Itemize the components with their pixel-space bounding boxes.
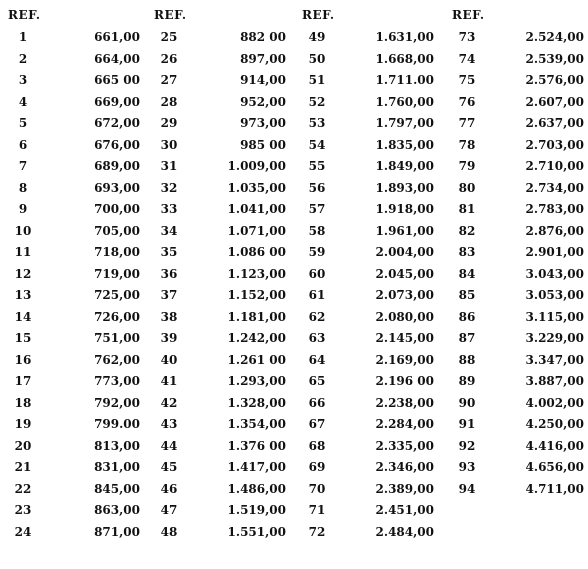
ref-number: 1 xyxy=(18,30,28,44)
ref-number: 29 xyxy=(160,116,178,130)
price-value: 669,00 xyxy=(94,94,140,109)
ref-number: 88 xyxy=(458,352,476,367)
price-value: 726,00 xyxy=(94,309,140,324)
ref-number: 56 xyxy=(308,180,326,195)
price-value: 1.376 00 xyxy=(227,438,286,453)
price-value: 3.053,00 xyxy=(525,288,584,302)
price-value: 689,00 xyxy=(94,159,140,173)
price-value: 1.486,00 xyxy=(227,481,286,496)
ref-number: 35 xyxy=(160,245,178,259)
ref-number: 50 xyxy=(308,51,326,66)
price-value: 3.229,00 xyxy=(525,331,584,345)
ref-number: 79 xyxy=(458,159,476,173)
ref-number: 62 xyxy=(308,309,326,324)
price-value: 1.242,00 xyxy=(227,331,286,345)
price-value: 2.284,00 xyxy=(375,417,434,431)
price-value: 1.797,00 xyxy=(375,116,434,130)
ref-number: 13 xyxy=(14,288,32,302)
price-value: 792,00 xyxy=(94,395,140,410)
price-value: 4.656,00 xyxy=(525,460,584,474)
ref-number: 94 xyxy=(458,481,476,496)
ref-number: 47 xyxy=(160,503,178,517)
price-value: 1.918,00 xyxy=(375,202,434,216)
price-value: 1.668,00 xyxy=(375,51,434,66)
ref-number: 73 xyxy=(458,30,476,44)
price-value: 1.849,00 xyxy=(375,159,434,173)
price-value: 1.293,00 xyxy=(227,374,286,388)
ref-number: 77 xyxy=(458,116,476,130)
ref-number: 72 xyxy=(308,524,326,539)
ref-number: 12 xyxy=(14,266,32,281)
ref-number: 17 xyxy=(14,374,32,388)
ref-number: 7 xyxy=(18,159,28,173)
ref-number: 59 xyxy=(308,245,326,259)
ref-number: 66 xyxy=(308,395,326,410)
price-value: 1.961,00 xyxy=(375,223,434,238)
ref-number: 39 xyxy=(160,331,178,345)
ref-number: 91 xyxy=(458,417,476,431)
price-value: 2.703,00 xyxy=(525,137,584,152)
ref-number: 45 xyxy=(160,460,178,474)
ref-number: 2 xyxy=(18,51,28,66)
ref-number: 18 xyxy=(14,395,32,410)
price-value: 1.261 00 xyxy=(227,352,286,367)
ref-number: 41 xyxy=(160,374,178,388)
price-value: 2.073,00 xyxy=(375,288,434,302)
ref-number: 43 xyxy=(160,417,178,431)
price-value: 1.123,00 xyxy=(227,266,286,281)
ref-number: 92 xyxy=(458,438,476,453)
ref-number: 4 xyxy=(18,94,28,109)
ref-number: 37 xyxy=(160,288,178,302)
price-value: 1.071,00 xyxy=(227,223,286,238)
ref-number: 90 xyxy=(458,395,476,410)
price-value: 3.043,00 xyxy=(525,266,584,281)
ref-number: 83 xyxy=(458,245,476,259)
price-value: 3.887,00 xyxy=(525,374,584,388)
ref-number: 80 xyxy=(458,180,476,195)
ref-number: 81 xyxy=(458,202,476,216)
price-value: 1.835,00 xyxy=(375,137,434,152)
price-value: 672,00 xyxy=(94,116,140,130)
price-value: 719,00 xyxy=(94,266,140,281)
price-value: 985 00 xyxy=(240,137,286,152)
ref-number: 74 xyxy=(458,51,476,66)
price-value: 676,00 xyxy=(94,137,140,152)
column-header-ref: REF. xyxy=(452,8,485,22)
price-value: 2.783,00 xyxy=(525,202,584,216)
ref-number: 10 xyxy=(14,223,32,238)
ref-number: 26 xyxy=(160,51,178,66)
ref-number: 78 xyxy=(458,137,476,152)
ref-number: 69 xyxy=(308,460,326,474)
price-value: 773,00 xyxy=(94,374,140,388)
price-value: 4.002,00 xyxy=(525,395,584,410)
ref-number: 5 xyxy=(18,116,28,130)
price-value: 1.760,00 xyxy=(375,94,434,109)
column-header-ref: REF. xyxy=(302,8,335,22)
price-value: 2.524,00 xyxy=(525,30,584,44)
price-value: 2.607,00 xyxy=(525,94,584,109)
ref-number: 30 xyxy=(160,137,178,152)
ref-number: 64 xyxy=(308,352,326,367)
ref-number: 14 xyxy=(14,309,32,324)
ref-number: 8 xyxy=(18,180,28,195)
ref-number: 20 xyxy=(14,438,32,453)
ref-number: 9 xyxy=(18,202,28,216)
price-value: 664,00 xyxy=(94,51,140,66)
price-value: 813,00 xyxy=(94,438,140,453)
price-value: 3.115,00 xyxy=(525,309,584,324)
price-value: 1.181,00 xyxy=(227,309,286,324)
ref-number: 65 xyxy=(308,374,326,388)
ref-number: 58 xyxy=(308,223,326,238)
ref-number: 57 xyxy=(308,202,326,216)
column-header-ref: REF. xyxy=(8,8,41,22)
price-value: 705,00 xyxy=(94,223,140,238)
price-value: 2.169,00 xyxy=(375,352,434,367)
ref-number: 11 xyxy=(14,245,32,259)
ref-number: 28 xyxy=(160,94,178,109)
ref-number: 87 xyxy=(458,331,476,345)
price-value: 4.250,00 xyxy=(525,417,584,431)
ref-number: 22 xyxy=(14,481,32,496)
price-value: 1.417,00 xyxy=(227,460,286,474)
price-value: 2.710,00 xyxy=(525,159,584,173)
ref-number: 24 xyxy=(14,524,32,539)
ref-number: 85 xyxy=(458,288,476,302)
price-value: 3.347,00 xyxy=(525,352,584,367)
ref-number: 46 xyxy=(160,481,178,496)
price-value: 661,00 xyxy=(94,30,140,44)
ref-number: 55 xyxy=(308,159,326,173)
ref-number: 84 xyxy=(458,266,476,281)
price-value: 693,00 xyxy=(94,180,140,195)
price-value: 2.876,00 xyxy=(525,223,584,238)
ref-number: 40 xyxy=(160,352,178,367)
ref-number: 27 xyxy=(160,73,178,87)
ref-number: 54 xyxy=(308,137,326,152)
price-value: 762,00 xyxy=(94,352,140,367)
price-value: 665 00 xyxy=(94,73,140,87)
ref-number: 89 xyxy=(458,374,476,388)
price-value: 1.354,00 xyxy=(227,417,286,431)
price-value: 845,00 xyxy=(94,481,140,496)
ref-number: 3 xyxy=(18,73,28,87)
price-value: 1.328,00 xyxy=(227,395,286,410)
price-value: 2.451,00 xyxy=(375,503,434,517)
ref-number: 61 xyxy=(308,288,326,302)
ref-number: 51 xyxy=(308,73,326,87)
ref-number: 82 xyxy=(458,223,476,238)
price-value: 2.637,00 xyxy=(525,116,584,130)
ref-number: 86 xyxy=(458,309,476,324)
price-value: 914,00 xyxy=(240,73,286,87)
price-value: 2.901,00 xyxy=(525,245,584,259)
ref-number: 33 xyxy=(160,202,178,216)
price-value: 897,00 xyxy=(240,51,286,66)
price-value: 2.539,00 xyxy=(525,51,584,66)
ref-number: 38 xyxy=(160,309,178,324)
column-header-ref: REF. xyxy=(154,8,187,22)
price-value: 4.711,00 xyxy=(525,481,584,496)
ref-number: 63 xyxy=(308,331,326,345)
ref-number: 44 xyxy=(160,438,178,453)
ref-number: 60 xyxy=(308,266,326,281)
ref-number: 6 xyxy=(18,137,28,152)
price-value: 2.145,00 xyxy=(375,331,434,345)
ref-number: 53 xyxy=(308,116,326,130)
ref-number: 16 xyxy=(14,352,32,367)
price-value: 952,00 xyxy=(240,94,286,109)
ref-number: 42 xyxy=(160,395,178,410)
price-value: 831,00 xyxy=(94,460,140,474)
ref-number: 32 xyxy=(160,180,178,195)
price-value: 2.734,00 xyxy=(525,180,584,195)
ref-number: 31 xyxy=(160,159,178,173)
price-value: 2.335,00 xyxy=(375,438,434,453)
price-value: 4.416,00 xyxy=(525,438,584,453)
price-value: 700,00 xyxy=(94,202,140,216)
ref-number: 23 xyxy=(14,503,32,517)
price-value: 871,00 xyxy=(94,524,140,539)
price-value: 882 00 xyxy=(240,30,286,44)
ref-number: 68 xyxy=(308,438,326,453)
ref-number: 70 xyxy=(308,481,326,496)
price-value: 2.484,00 xyxy=(375,524,434,539)
ref-number: 34 xyxy=(160,223,178,238)
price-value: 863,00 xyxy=(94,503,140,517)
price-value: 2.045,00 xyxy=(375,266,434,281)
price-value: 1.086 00 xyxy=(227,245,286,259)
ref-number: 93 xyxy=(458,460,476,474)
price-value: 2.238,00 xyxy=(375,395,434,410)
price-value: 2.389,00 xyxy=(375,481,434,496)
price-value: 2.576,00 xyxy=(525,73,584,87)
price-value: 2.196 00 xyxy=(375,374,434,388)
price-value: 2.004,00 xyxy=(375,245,434,259)
price-value: 1.711.00 xyxy=(375,73,434,87)
ref-number: 48 xyxy=(160,524,178,539)
price-value: 2.080,00 xyxy=(375,309,434,324)
ref-number: 49 xyxy=(308,30,326,44)
price-value: 2.346,00 xyxy=(375,460,434,474)
price-value: 718,00 xyxy=(94,245,140,259)
ref-number: 25 xyxy=(160,30,178,44)
price-value: 1.009,00 xyxy=(227,159,286,173)
price-value: 1.519,00 xyxy=(227,503,286,517)
price-value: 1.035,00 xyxy=(227,180,286,195)
ref-number: 71 xyxy=(308,503,326,517)
ref-number: 75 xyxy=(458,73,476,87)
price-value: 1.551,00 xyxy=(227,524,286,539)
ref-number: 36 xyxy=(160,266,178,281)
price-value: 751,00 xyxy=(94,331,140,345)
price-value: 973,00 xyxy=(240,116,286,130)
ref-number: 21 xyxy=(14,460,32,474)
price-value: 1.631,00 xyxy=(375,30,434,44)
price-value: 1.041,00 xyxy=(227,202,286,216)
ref-number: 15 xyxy=(14,331,32,345)
ref-number: 67 xyxy=(308,417,326,431)
price-value: 1.152,00 xyxy=(227,288,286,302)
ref-number: 52 xyxy=(308,94,326,109)
price-value: 799.00 xyxy=(94,417,140,431)
ref-number: 76 xyxy=(458,94,476,109)
ref-number: 19 xyxy=(14,417,32,431)
price-value: 725,00 xyxy=(94,288,140,302)
price-value: 1.893,00 xyxy=(375,180,434,195)
